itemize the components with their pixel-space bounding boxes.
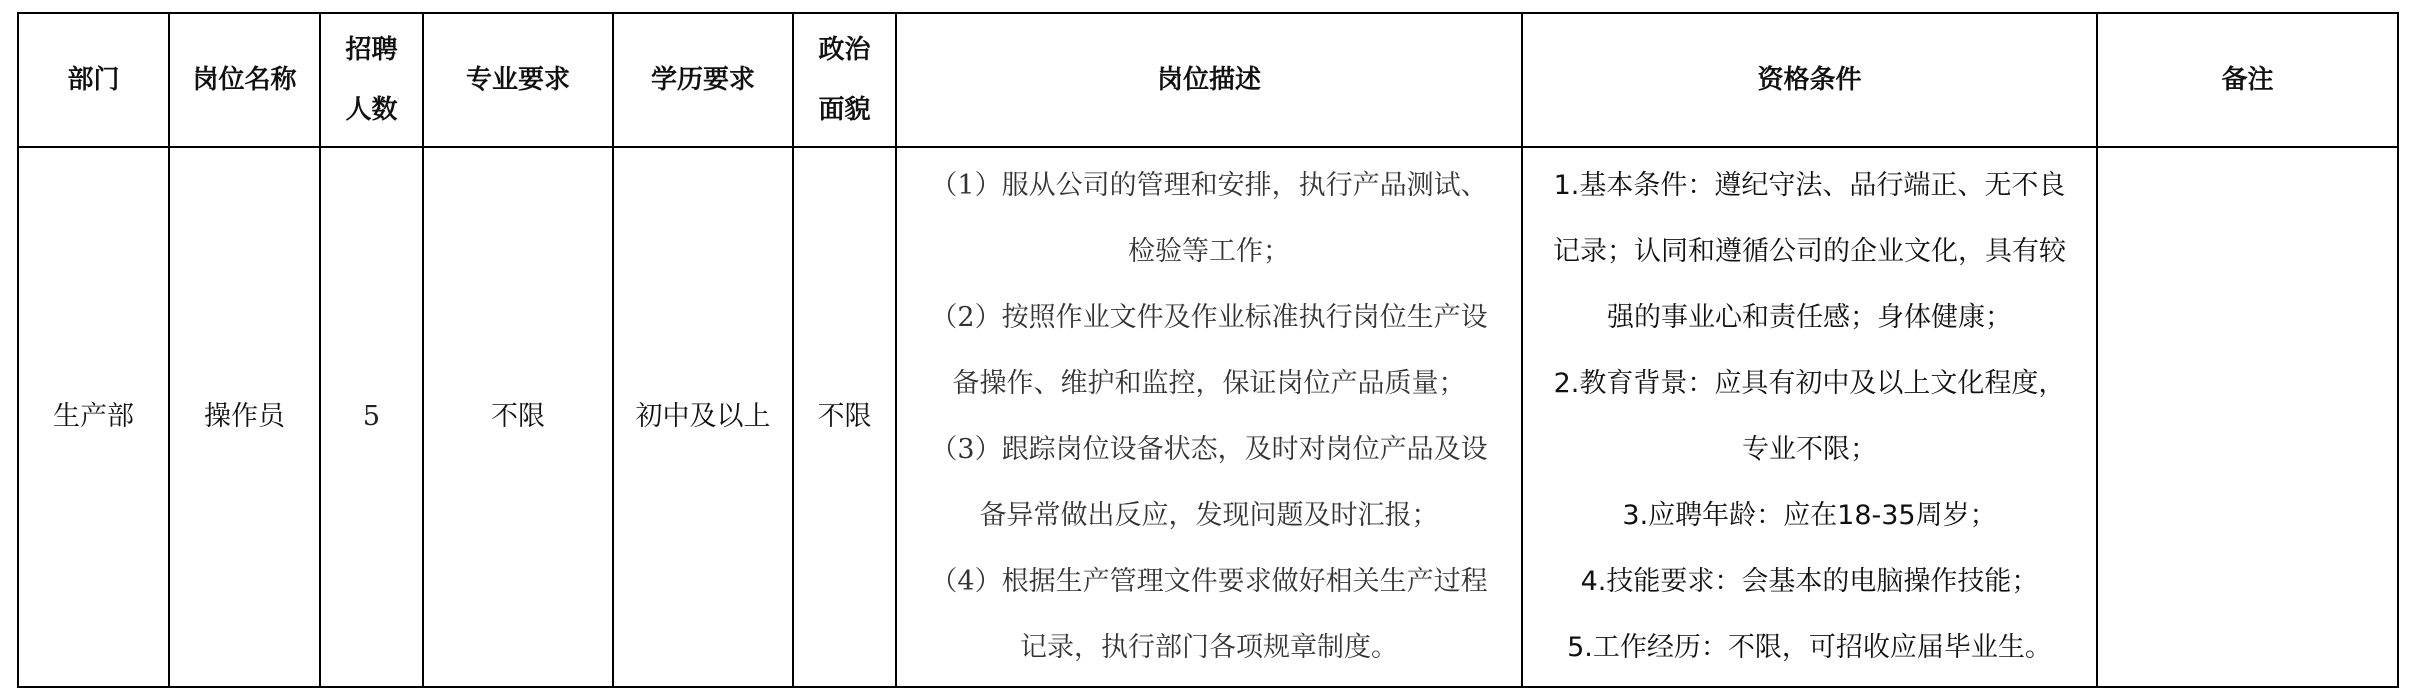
- description-line: （2）按照作业文件及作业标准执行岗位生产设: [930, 302, 1488, 333]
- qualification-line: 专业不限；: [1742, 434, 1877, 465]
- header-description: 岗位描述: [896, 13, 1522, 147]
- description-line: （4）根据生产管理文件要求做好相关生产过程: [930, 566, 1488, 597]
- description-line: 检验等工作；: [1128, 236, 1290, 267]
- header-headcount-line-2: 人数: [345, 95, 398, 125]
- table-row: [18, 147, 2398, 687]
- cell-political: 不限: [793, 147, 896, 687]
- qualification-line: 2.教育背景：应具有初中及以上文化程度，: [1553, 368, 2066, 399]
- qualification-line: 4.技能要求：会基本的电脑操作技能；: [1580, 566, 2039, 597]
- description-line: （1）服从公司的管理和安排，执行产品测试、: [930, 170, 1488, 201]
- cell-description: [896, 147, 1522, 687]
- header-department: 部门: [18, 13, 169, 147]
- header-political-line-2: 面貌: [818, 95, 871, 125]
- header-major: 专业要求: [423, 13, 613, 147]
- cell-remarks: [2097, 147, 2398, 687]
- cell-qualifications: [1522, 147, 2097, 687]
- header-education: 学历要求: [613, 13, 793, 147]
- header-remarks: 备注: [2097, 13, 2398, 147]
- description-line: 备操作、维护和监控，保证岗位产品质量；: [952, 368, 1466, 399]
- description-line: 备异常做出反应，发现问题及时汇报；: [979, 500, 1439, 531]
- cell-major: 不限: [423, 147, 613, 687]
- cell-headcount: 5: [320, 147, 423, 687]
- qualification-line: 记录；认同和遵循公司的企业文化，具有较: [1553, 236, 2066, 267]
- cell-department: 生产部: [18, 147, 169, 687]
- recruitment-table: [17, 12, 2399, 688]
- header-headcount-line-1: 招聘: [345, 35, 398, 65]
- header-political: [793, 13, 896, 147]
- cell-position: 操作员: [169, 147, 320, 687]
- qualification-line: 3.应聘年龄：应在18-35周岁；: [1622, 500, 1997, 531]
- qualification-line: 强的事业心和责任感；身体健康；: [1607, 302, 2012, 333]
- header-row: [18, 13, 2398, 147]
- qualification-line: 1.基本条件：遵纪守法、品行端正、无不良: [1553, 170, 2066, 201]
- cell-education: 初中及以上: [613, 147, 793, 687]
- description-line: （3）跟踪岗位设备状态，及时对岗位产品及设: [930, 434, 1488, 465]
- header-headcount: [320, 13, 423, 147]
- header-position: 岗位名称: [169, 13, 320, 147]
- header-qualifications: 资格条件: [1522, 13, 2097, 147]
- qualification-line: 5.工作经历：不限，可招收应届毕业生。: [1567, 632, 2052, 663]
- header-political-line-1: 政治: [818, 35, 871, 65]
- description-line: 记录，执行部门各项规章制度。: [1020, 632, 1398, 663]
